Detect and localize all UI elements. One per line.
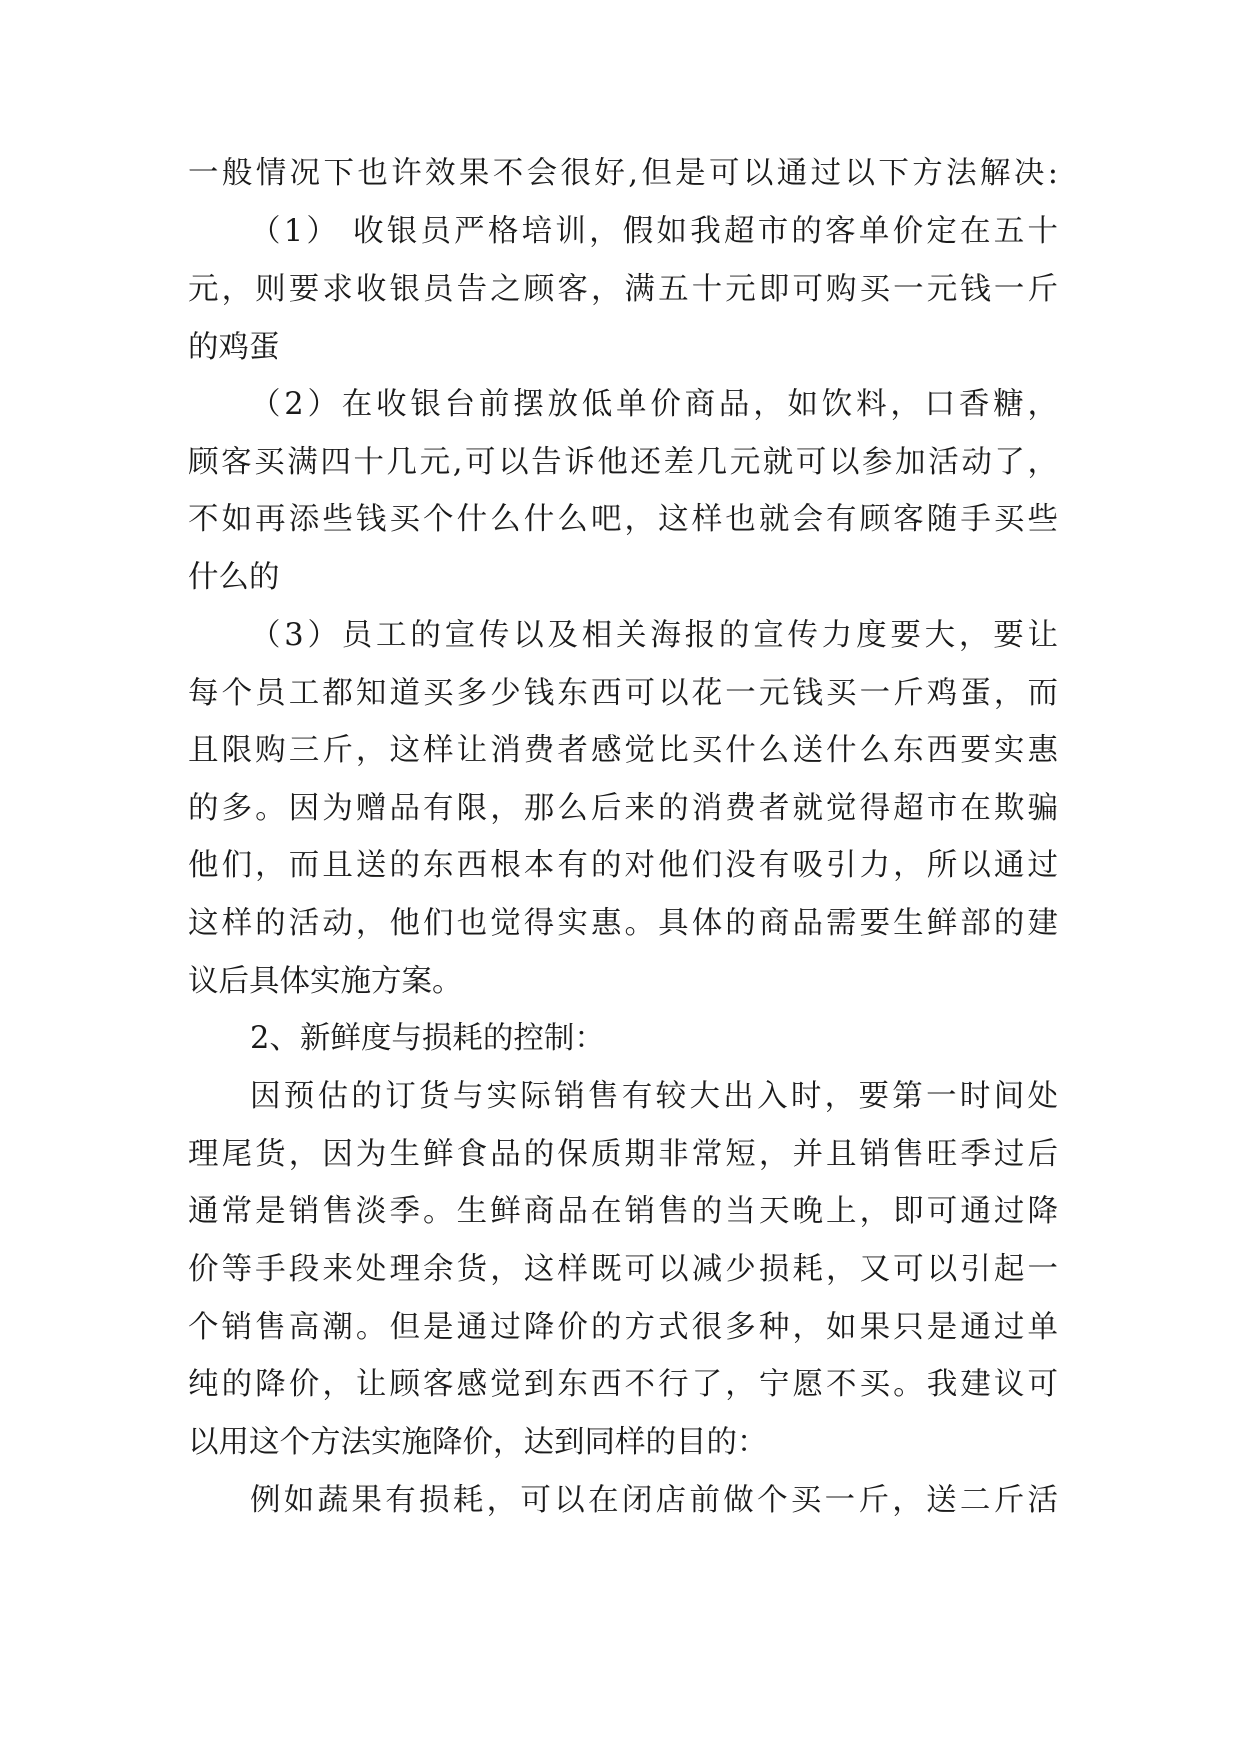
text-line: 元，则要求收银员告之顾客，满五十元即可购买一元钱一斤 [188,272,1058,307]
text-line: 且限购三斤，这样让消费者感觉比买什么送什么东西要实惠 [188,733,1058,768]
text-line: 顾客买满四十几元,可以告诉他还差几元就可以参加活动了， [188,445,1058,480]
text-line: 他们，而且送的东西根本有的对他们没有吸引力，所以通过 [188,848,1058,883]
text-line: 纯的降价，让顾客感觉到东西不行了，宁愿不买。我建议可 [188,1367,1058,1402]
text-line: （2）在收银台前摆放低单价商品，如饮料，口香糖， [250,387,1058,422]
text-line: 每个员工都知道买多少钱东西可以花一元钱买一斤鸡蛋，而 [188,676,1058,711]
text-line: 因预估的订货与实际销售有较大出入时，要第一时间处 [250,1079,1058,1114]
text-line: 这样的活动，他们也觉得实惠。具体的商品需要生鲜部的建 [188,906,1058,941]
section-heading: 2、新鲜度与损耗的控制： [250,1021,605,1056]
text-line: 价等手段来处理余货，这样既可以减少损耗，又可以引起一 [188,1252,1058,1287]
text-line: 的多。因为赠品有限，那么后来的消费者就觉得超市在欺骗 [188,791,1058,826]
text-line: 个销售高潮。但是通过降价的方式很多种，如果只是通过单 [188,1310,1058,1345]
text-line: 以用这个方法实施降价，达到同样的目的： [188,1425,768,1460]
text-line: 不如再添些钱买个什么什么吧，这样也就会有顾客随手买些 [188,502,1058,537]
text-line: 通常是销售淡季。生鲜商品在销售的当天晚上，即可通过降 [188,1194,1058,1229]
text-line: 例如蔬果有损耗，可以在闭店前做个买一斤，送二斤活 [250,1483,1058,1518]
text-line: 议后具体实施方案。 [188,964,463,999]
text-line: 的鸡蛋 [188,330,280,365]
text-line: 一般情况下也许效果不会很好,但是可以通过以下方法解决: [188,156,1058,191]
text-line: 理尾货，因为生鲜食品的保质期非常短，并且销售旺季过后 [188,1137,1058,1172]
text-line: （3）员工的宣传以及相关海报的宣传力度要大，要让 [250,618,1058,653]
text-line: （1） 收银员严格培训，假如我超市的客单价定在五十 [250,214,1058,249]
text-line: 什么的 [188,560,280,595]
